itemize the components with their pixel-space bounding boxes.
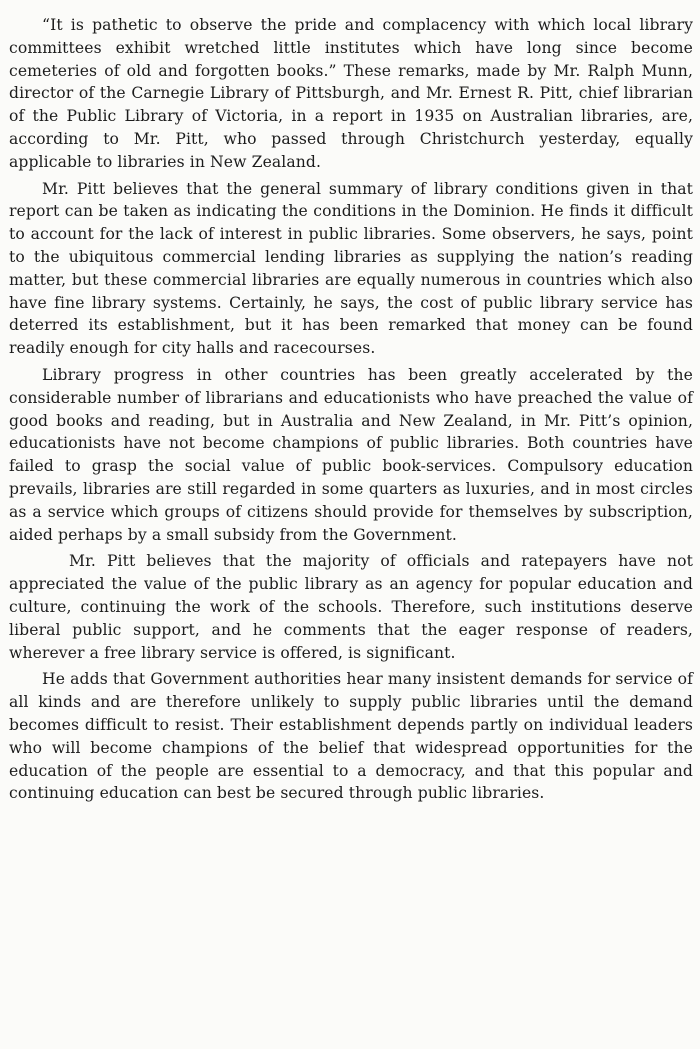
paragraph-5: He adds that Government authorities hear many insistent demands for service of all kinds and are therefore unlikely to supply public libraries until the demand becomes difficult to resist. Their establishment depends partly on individual leaders who will become champions of the belief that widespread opportunities for the education of the people are essential to a democracy, and that this popular and continuing education can best be secured through public libraries. bbox=[9, 670, 693, 803]
paragraph-4: Mr. Pitt believes that the majority of officials and ratepayers have not appreciated the value of the public library as an agency for popular education and culture, continuing the work of the schools. Therefore, such institutions deserve liberal public support, and he comments that the eager response of readers, wherever a free library service is offered, is significant. bbox=[9, 552, 693, 662]
paragraph-1: “It is pathetic to observe the pride and complacency with which local library committees exhibit wretched little institutes which have long since become cemeteries of old and forgotten books.” These remarks, made by Mr. Ralph Munn, director of the Carnegie Library of Pittsburgh, and Mr. Ernest R. Pitt, chief librarian of the Public Library of Victoria, in a report in 1935 on Australian libraries, are, according to Mr. Pitt, who passed through Christchurch yesterday, equally applicable to libraries in New Zealand. bbox=[9, 16, 693, 171]
paragraph-3: Library progress in other countries has been greatly accelerated by the considerable number of librarians and educationists who have preached the value of good books and reading, but in Australia and New Zealand, in Mr. Pitt’s opinion, educationists have not become champions of public libraries. Both countries have failed to grasp the social value of public book-services. Compulsory education prevails, libraries are still regarded in some quarters as luxuries, and in most circles as a service which groups of citizens should provide for themselves by subscription, aided perhaps by a small subsidy from the Government. bbox=[9, 365, 693, 544]
paragraph-2: Mr. Pitt believes that the general summary of library conditions given in that report can be taken as indicating the conditions in the Dominion. He finds it difficult to account for the lack of interest in public libraries. Some observers, he says, point to the ubiquitous commercial lending libraries as supplying the nation’s reading matter, but these commercial libraries are equally numerous in countries which also have fine library systems. Certainly, he says, the cost of public library service has deterred its establishment, but it has been remarked that money can be found readily enough for city halls and racecourses. bbox=[9, 179, 693, 358]
article-body bbox=[9, 14, 693, 805]
